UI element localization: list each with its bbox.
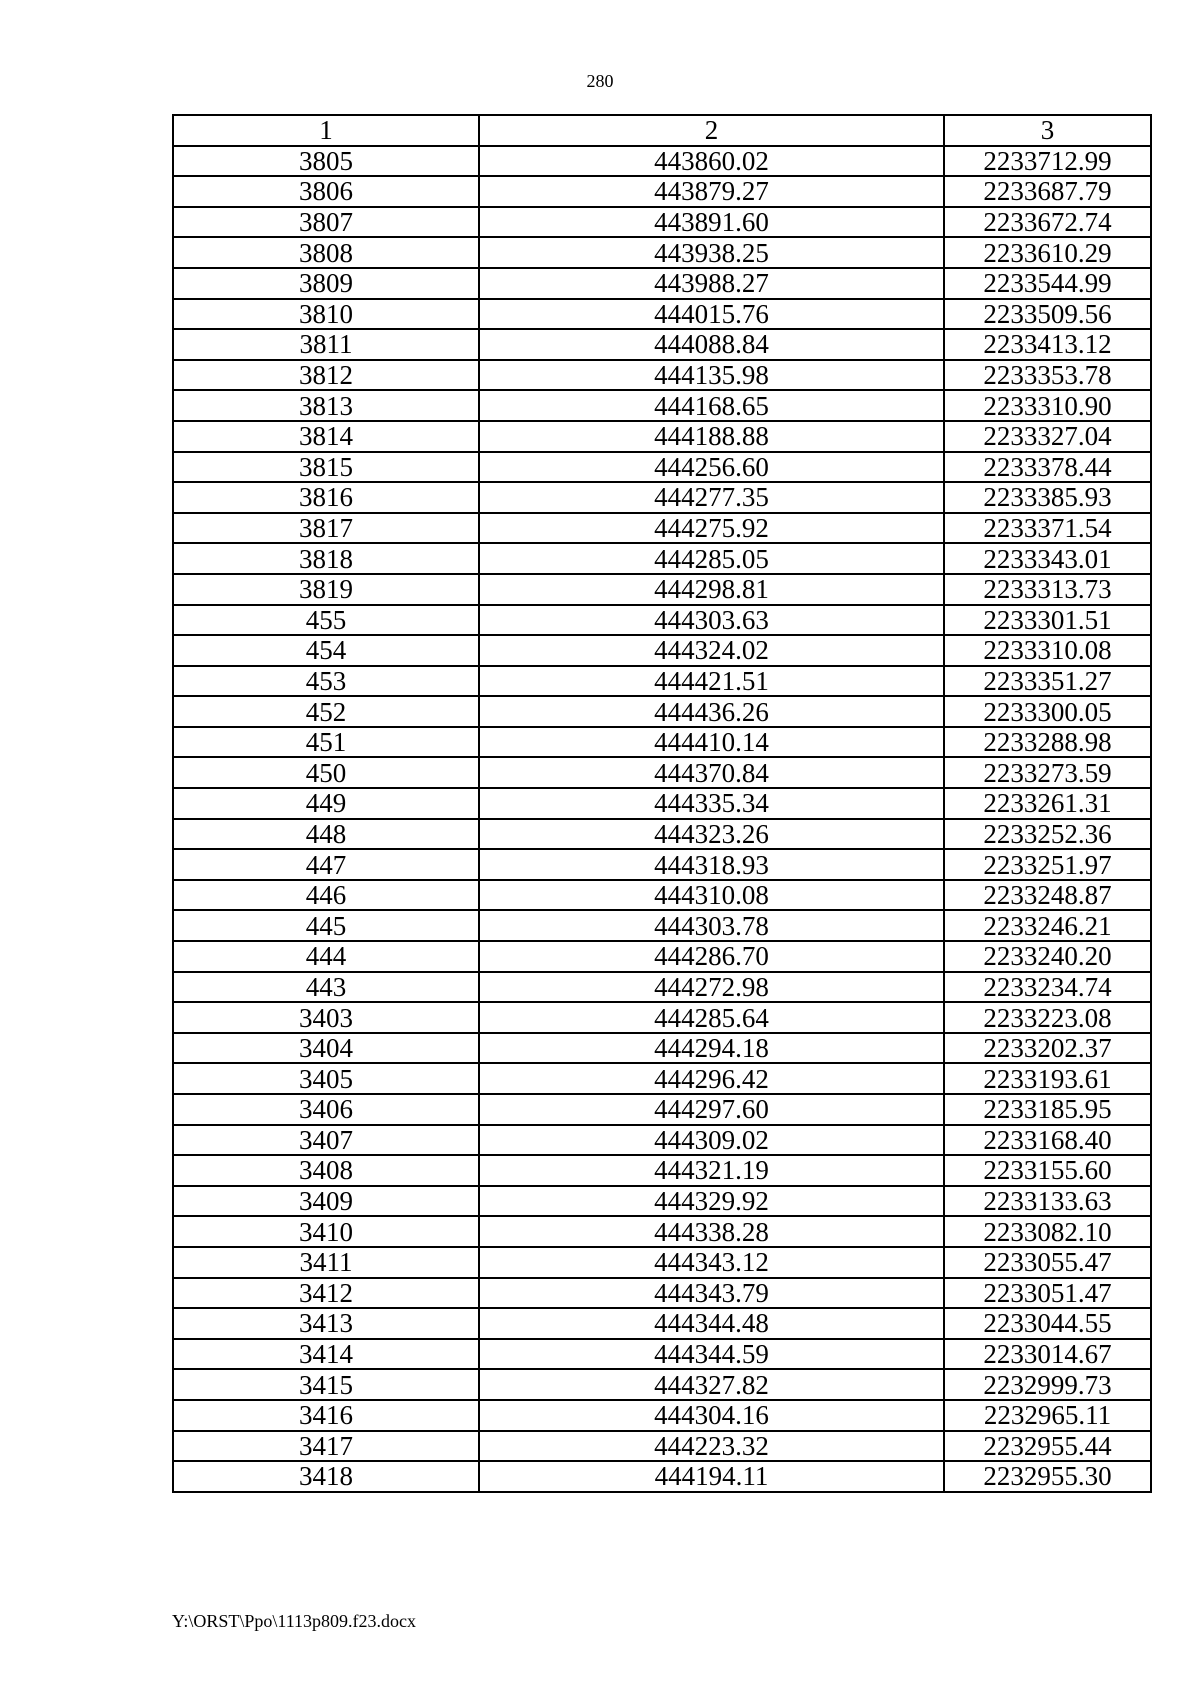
table-cell-col-3: 2233310.08 bbox=[944, 635, 1151, 666]
table-cell-col-1: 452 bbox=[173, 696, 479, 727]
table-cell-col-2: 444135.98 bbox=[479, 360, 944, 391]
table-row bbox=[173, 390, 1151, 421]
table-cell-col-2: 444318.93 bbox=[479, 849, 944, 880]
table-cell-col-3: 2233288.98 bbox=[944, 727, 1151, 758]
table-cell-col-3: 2233544.99 bbox=[944, 268, 1151, 299]
table-row bbox=[173, 1094, 1151, 1125]
table-row bbox=[173, 941, 1151, 972]
table-cell-col-2: 443891.60 bbox=[479, 207, 944, 238]
table-cell-col-1: 3808 bbox=[173, 237, 479, 268]
table-cell-col-2: 444324.02 bbox=[479, 635, 944, 666]
coordinates-table bbox=[172, 114, 1152, 1493]
table-row bbox=[173, 1186, 1151, 1217]
table-cell-col-3: 2232955.30 bbox=[944, 1461, 1151, 1492]
table-cell-col-1: 454 bbox=[173, 635, 479, 666]
header-row bbox=[173, 115, 1151, 146]
table-cell-col-1: 3404 bbox=[173, 1033, 479, 1064]
table-cell-col-1: 447 bbox=[173, 849, 479, 880]
table-cell-col-2: 444303.78 bbox=[479, 910, 944, 941]
table-cell-col-3: 2233353.78 bbox=[944, 360, 1151, 391]
table-cell-col-2: 444296.42 bbox=[479, 1063, 944, 1094]
table-cell-col-1: 3406 bbox=[173, 1094, 479, 1125]
table-cell-col-3: 2233168.40 bbox=[944, 1125, 1151, 1156]
table-cell-col-1: 3416 bbox=[173, 1400, 479, 1431]
table-cell-col-1: 3411 bbox=[173, 1247, 479, 1278]
table-cell-col-2: 444344.48 bbox=[479, 1308, 944, 1339]
table-cell-col-2: 444310.08 bbox=[479, 880, 944, 911]
table-cell-col-3: 2233202.37 bbox=[944, 1033, 1151, 1064]
table-cell-col-3: 2232955.44 bbox=[944, 1431, 1151, 1462]
table-cell-col-1: 3414 bbox=[173, 1339, 479, 1370]
table-cell-col-3: 2233252.36 bbox=[944, 819, 1151, 850]
table-row bbox=[173, 696, 1151, 727]
table-cell-col-2: 444088.84 bbox=[479, 329, 944, 360]
table-cell-col-1: 443 bbox=[173, 972, 479, 1003]
table-row bbox=[173, 819, 1151, 850]
table-cell-col-2: 444285.64 bbox=[479, 1002, 944, 1033]
table-cell-col-1: 3413 bbox=[173, 1308, 479, 1339]
table-cell-col-3: 2233055.47 bbox=[944, 1247, 1151, 1278]
table-cell-col-2: 444344.59 bbox=[479, 1339, 944, 1370]
table-row bbox=[173, 543, 1151, 574]
table-row bbox=[173, 146, 1151, 177]
table-cell-col-3: 2233313.73 bbox=[944, 574, 1151, 605]
table-cell-col-1: 451 bbox=[173, 727, 479, 758]
table-row bbox=[173, 299, 1151, 330]
table-cell-col-1: 446 bbox=[173, 880, 479, 911]
page-number: 280 bbox=[586, 71, 614, 91]
table-cell-col-1: 3816 bbox=[173, 482, 479, 513]
table-cell-col-3: 2233223.08 bbox=[944, 1002, 1151, 1033]
table-cell-col-3: 2233301.51 bbox=[944, 605, 1151, 636]
table-cell-col-3: 2233371.54 bbox=[944, 513, 1151, 544]
table-row bbox=[173, 1339, 1151, 1370]
table-cell-col-3: 2233712.99 bbox=[944, 146, 1151, 177]
table-row bbox=[173, 1002, 1151, 1033]
table-cell-col-2: 444298.81 bbox=[479, 574, 944, 605]
table-row bbox=[173, 1033, 1151, 1064]
table-cell-col-2: 444338.28 bbox=[479, 1216, 944, 1247]
table-cell-col-3: 2233413.12 bbox=[944, 329, 1151, 360]
table-row bbox=[173, 482, 1151, 513]
table-row bbox=[173, 1216, 1151, 1247]
table-row bbox=[173, 268, 1151, 299]
table-row bbox=[173, 207, 1151, 238]
table-cell-col-1: 3417 bbox=[173, 1431, 479, 1462]
table-cell-col-1: 3807 bbox=[173, 207, 479, 238]
table-row bbox=[173, 1400, 1151, 1431]
table-cell-col-3: 2233343.01 bbox=[944, 543, 1151, 574]
table-cell-col-2: 444015.76 bbox=[479, 299, 944, 330]
table-cell-col-3: 2233378.44 bbox=[944, 452, 1151, 483]
table-row bbox=[173, 1431, 1151, 1462]
table-cell-col-3: 2233261.31 bbox=[944, 788, 1151, 819]
table-cell-col-2: 444343.12 bbox=[479, 1247, 944, 1278]
table-cell-col-3: 2233310.90 bbox=[944, 390, 1151, 421]
table-cell-col-3: 2233687.79 bbox=[944, 176, 1151, 207]
table-cell-col-2: 444168.65 bbox=[479, 390, 944, 421]
table-cell-col-3: 2233044.55 bbox=[944, 1308, 1151, 1339]
table-cell-col-2: 444343.79 bbox=[479, 1278, 944, 1309]
table-cell-col-2: 443860.02 bbox=[479, 146, 944, 177]
table-cell-col-1: 449 bbox=[173, 788, 479, 819]
table-row bbox=[173, 880, 1151, 911]
table-cell-col-1: 3817 bbox=[173, 513, 479, 544]
table-cell-col-2: 444297.60 bbox=[479, 1094, 944, 1125]
table-cell-col-1: 3810 bbox=[173, 299, 479, 330]
table-row bbox=[173, 513, 1151, 544]
table-row bbox=[173, 1461, 1151, 1492]
table-cell-col-1: 3408 bbox=[173, 1155, 479, 1186]
table-row bbox=[173, 237, 1151, 268]
header-cell-3: 3 bbox=[944, 115, 1151, 146]
table-cell-col-2: 444329.92 bbox=[479, 1186, 944, 1217]
table-cell-col-2: 444370.84 bbox=[479, 757, 944, 788]
table-cell-col-3: 2233300.05 bbox=[944, 696, 1151, 727]
table-body bbox=[173, 146, 1151, 1492]
table-cell-col-3: 2233082.10 bbox=[944, 1216, 1151, 1247]
table-row bbox=[173, 1155, 1151, 1186]
table-cell-col-2: 443938.25 bbox=[479, 237, 944, 268]
table-cell-col-3: 2233610.29 bbox=[944, 237, 1151, 268]
table-cell-col-2: 444275.92 bbox=[479, 513, 944, 544]
table-cell-col-2: 444272.98 bbox=[479, 972, 944, 1003]
table-row bbox=[173, 666, 1151, 697]
header-cell-2: 2 bbox=[479, 115, 944, 146]
table-cell-col-1: 448 bbox=[173, 819, 479, 850]
table-cell-col-3: 2233051.47 bbox=[944, 1278, 1151, 1309]
table-cell-col-1: 3805 bbox=[173, 146, 479, 177]
table-row bbox=[173, 727, 1151, 758]
table-row bbox=[173, 1247, 1151, 1278]
table-cell-col-2: 444323.26 bbox=[479, 819, 944, 850]
table-cell-col-1: 3412 bbox=[173, 1278, 479, 1309]
table-row bbox=[173, 1369, 1151, 1400]
table-cell-col-1: 3415 bbox=[173, 1369, 479, 1400]
table-cell-col-3: 2232999.73 bbox=[944, 1369, 1151, 1400]
table-cell-col-2: 444303.63 bbox=[479, 605, 944, 636]
table-cell-col-3: 2233193.61 bbox=[944, 1063, 1151, 1094]
table-cell-col-2: 443988.27 bbox=[479, 268, 944, 299]
table-row bbox=[173, 757, 1151, 788]
table-cell-col-3: 2233240.20 bbox=[944, 941, 1151, 972]
table-cell-col-1: 3410 bbox=[173, 1216, 479, 1247]
table-cell-col-1: 3812 bbox=[173, 360, 479, 391]
table-row bbox=[173, 1063, 1151, 1094]
table-row bbox=[173, 1278, 1151, 1309]
table-cell-col-1: 450 bbox=[173, 757, 479, 788]
table-cell-col-1: 3819 bbox=[173, 574, 479, 605]
table-cell-col-1: 455 bbox=[173, 605, 479, 636]
table-cell-col-1: 3814 bbox=[173, 421, 479, 452]
table-cell-col-1: 3407 bbox=[173, 1125, 479, 1156]
table-cell-col-3: 2233248.87 bbox=[944, 880, 1151, 911]
table-cell-col-2: 444294.18 bbox=[479, 1033, 944, 1064]
table-cell-col-2: 444321.19 bbox=[479, 1155, 944, 1186]
table-cell-col-3: 2233014.67 bbox=[944, 1339, 1151, 1370]
table-cell-col-2: 444188.88 bbox=[479, 421, 944, 452]
table-cell-col-3: 2232965.11 bbox=[944, 1400, 1151, 1431]
file-path-footer: Y:\ORST\Ppo\1113p809.f23.docx bbox=[172, 1611, 417, 1631]
table-cell-col-3: 2233234.74 bbox=[944, 972, 1151, 1003]
table-row bbox=[173, 910, 1151, 941]
table-row bbox=[173, 849, 1151, 880]
table-cell-col-2: 444309.02 bbox=[479, 1125, 944, 1156]
table-row bbox=[173, 1308, 1151, 1339]
table-cell-col-1: 3811 bbox=[173, 329, 479, 360]
table-cell-col-2: 444436.26 bbox=[479, 696, 944, 727]
table-cell-col-2: 444285.05 bbox=[479, 543, 944, 574]
table-cell-col-1: 3405 bbox=[173, 1063, 479, 1094]
table-cell-col-3: 2233251.97 bbox=[944, 849, 1151, 880]
table-row bbox=[173, 421, 1151, 452]
table-row bbox=[173, 788, 1151, 819]
table-row bbox=[173, 360, 1151, 391]
table-cell-col-3: 2233351.27 bbox=[944, 666, 1151, 697]
table-cell-col-1: 3403 bbox=[173, 1002, 479, 1033]
table-cell-col-2: 443879.27 bbox=[479, 176, 944, 207]
table-row bbox=[173, 1125, 1151, 1156]
table-cell-col-2: 444223.32 bbox=[479, 1431, 944, 1462]
table-cell-col-2: 444256.60 bbox=[479, 452, 944, 483]
table-cell-col-2: 444335.34 bbox=[479, 788, 944, 819]
table-cell-col-2: 444277.35 bbox=[479, 482, 944, 513]
table-cell-col-3: 2233672.74 bbox=[944, 207, 1151, 238]
table-row bbox=[173, 635, 1151, 666]
table-row bbox=[173, 329, 1151, 360]
table-cell-col-2: 444286.70 bbox=[479, 941, 944, 972]
table-cell-col-2: 444327.82 bbox=[479, 1369, 944, 1400]
table-cell-col-2: 444410.14 bbox=[479, 727, 944, 758]
table-row bbox=[173, 176, 1151, 207]
table-cell-col-1: 3418 bbox=[173, 1461, 479, 1492]
table-cell-col-3: 2233273.59 bbox=[944, 757, 1151, 788]
table-cell-col-1: 445 bbox=[173, 910, 479, 941]
table-cell-col-1: 3806 bbox=[173, 176, 479, 207]
table-cell-col-1: 444 bbox=[173, 941, 479, 972]
table-cell-col-2: 444194.11 bbox=[479, 1461, 944, 1492]
table-cell-col-3: 2233133.63 bbox=[944, 1186, 1151, 1217]
table-cell-col-2: 444421.51 bbox=[479, 666, 944, 697]
table-cell-col-1: 3409 bbox=[173, 1186, 479, 1217]
table-cell-col-2: 444304.16 bbox=[479, 1400, 944, 1431]
table-cell-col-1: 3815 bbox=[173, 452, 479, 483]
table-cell-col-3: 2233185.95 bbox=[944, 1094, 1151, 1125]
table-cell-col-3: 2233327.04 bbox=[944, 421, 1151, 452]
table-row bbox=[173, 452, 1151, 483]
table-header bbox=[173, 115, 1151, 146]
table-cell-col-1: 3809 bbox=[173, 268, 479, 299]
table-cell-col-3: 2233509.56 bbox=[944, 299, 1151, 330]
table-cell-col-3: 2233155.60 bbox=[944, 1155, 1151, 1186]
table-row bbox=[173, 972, 1151, 1003]
header-cell-1: 1 bbox=[173, 115, 479, 146]
table-cell-col-1: 3818 bbox=[173, 543, 479, 574]
table-row bbox=[173, 605, 1151, 636]
table-cell-col-3: 2233385.93 bbox=[944, 482, 1151, 513]
table-cell-col-1: 453 bbox=[173, 666, 479, 697]
table-cell-col-3: 2233246.21 bbox=[944, 910, 1151, 941]
table-row bbox=[173, 574, 1151, 605]
table-cell-col-1: 3813 bbox=[173, 390, 479, 421]
